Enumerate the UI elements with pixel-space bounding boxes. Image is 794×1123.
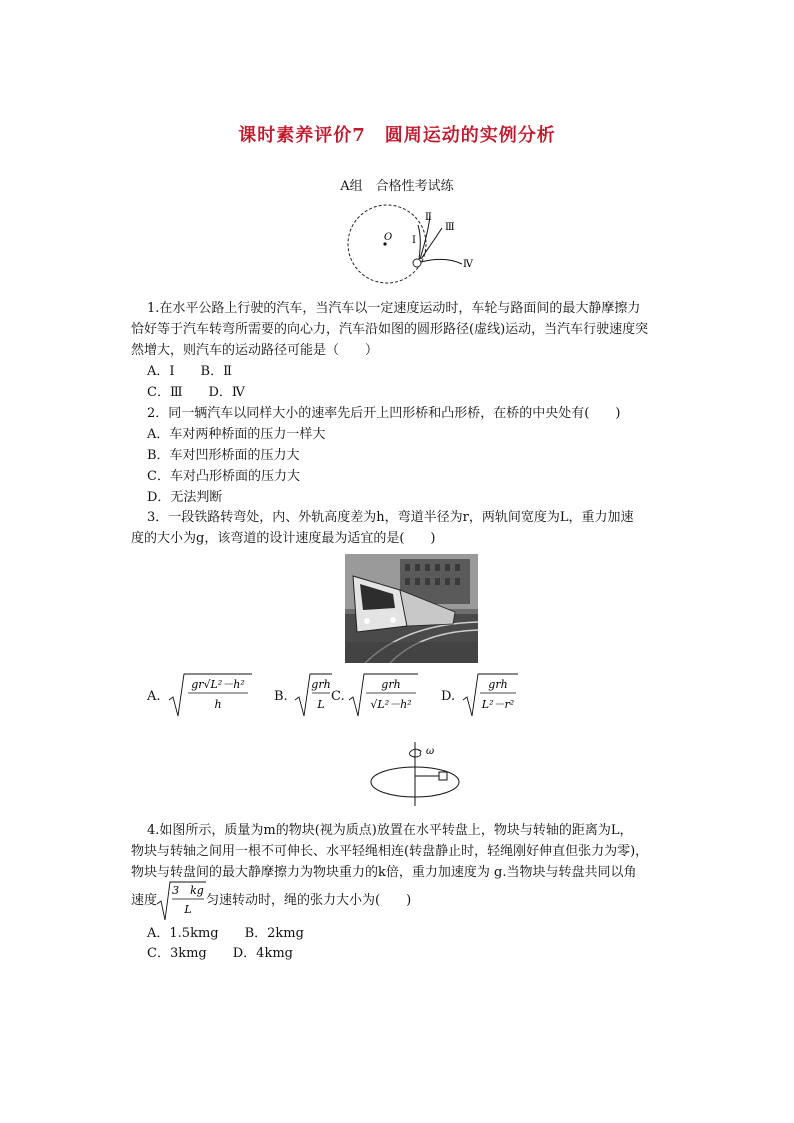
q3-line-1: 3．一段铁路转弯处，内、外轨高度差为h，弯道半径为r，两轨间宽度为L，重力加速: [147, 510, 634, 525]
q1-line-2: 恰好等于汽车转弯所需要的向心力，汽车沿如图的圆形路径(虚线)运动，当汽车行驶速度突: [131, 322, 649, 337]
q3-option-a-label: A.: [147, 689, 161, 704]
q1-options-ab: A．Ⅰ B．Ⅱ: [147, 364, 232, 379]
page-title: 课时素养评价7 圆周运动的实例分析: [238, 125, 556, 146]
q4-speed-formula: [156, 880, 208, 922]
q2-stem: 2．同一辆汽车以同样大小的速率先后开上凹形桥和凸形桥，在桥的中央处有( ): [147, 406, 621, 421]
q3-option-d-label: D.: [441, 689, 456, 704]
q4-line-3: 物块与转盘间的最大静摩擦力为物块重力的k倍，重力加速度为 g.当物块与转盘共同以角: [131, 865, 637, 880]
q3-option-c-formula: [348, 672, 420, 718]
q4-speed-suffix: 匀速转动时，绳的张力大小为( ): [206, 893, 412, 908]
q4-line-1: 4.如图所示，质量为m的物块(视为质点)放置在水平转盘上，物块与转轴的距离为L，: [147, 823, 633, 838]
q3-option-b-formula: [294, 672, 334, 718]
center-label: O: [384, 232, 393, 243]
q3-option-d-formula: [462, 672, 520, 718]
path-label-4: Ⅳ: [463, 259, 473, 270]
omega-label: ω: [426, 746, 435, 757]
path-label-2: Ⅱ: [425, 212, 432, 223]
q3-option-c-label: C.: [331, 689, 345, 704]
svg-text:3 kg: 3 kg: [172, 884, 204, 897]
path-label-1: Ⅰ: [412, 235, 416, 246]
svg-text:grh: grh: [381, 678, 401, 691]
svg-text:gr√L²－h²: gr√L²－h²: [191, 678, 245, 691]
svg-text:L: L: [317, 698, 325, 711]
svg-text:L²－r²: L²－r²: [481, 698, 515, 711]
q2-option-a: A．车对两种桥面的压力一样大: [147, 427, 326, 442]
q2-option-c: C．车对凸形桥面的压力大: [147, 469, 300, 484]
q4-speed-prefix: 速度: [131, 893, 158, 908]
svg-text:grh: grh: [488, 678, 508, 691]
svg-text:L: L: [184, 903, 192, 916]
q3-option-b-label: B.: [274, 689, 288, 704]
q3-line-2: 度的大小为g，该弯道的设计速度最为适宜的是( ): [131, 531, 436, 546]
q4-options-ab: A．1.5kmg B．2kmg: [147, 926, 304, 941]
q1-options-cd: C．Ⅲ D．Ⅳ: [147, 385, 245, 400]
path-label-3: Ⅲ: [445, 222, 455, 233]
q4-line-2: 物块与转轴之间用一根不可伸长、水平轻绳相连(转盘静止时，轻绳刚好伸直但张力为零)，: [131, 844, 649, 859]
q1-line-3: 然增大，则汽车的运动路径可能是（ ）: [131, 343, 379, 358]
circular-path-figure: [340, 198, 480, 290]
svg-text:grh: grh: [311, 678, 331, 691]
svg-text:h: h: [214, 698, 222, 711]
svg-text:√L²－h²: √L²－h²: [370, 698, 412, 711]
train-photo: [345, 554, 478, 663]
q2-option-d: D．无法判断: [147, 490, 223, 505]
q4-options-cd: C．3kmg D．4kmg: [147, 946, 293, 961]
q2-option-b: B．车对凹形桥面的压力大: [147, 448, 300, 463]
q1-line-1: 1.在水平公路上行驶的汽车，当汽车以一定速度运动时，车轮与路面间的最大静摩擦力: [147, 301, 641, 316]
q3-option-a-formula: [168, 672, 254, 718]
turntable-figure: [365, 738, 465, 810]
section-heading: A组 合格性考试练: [340, 179, 454, 194]
